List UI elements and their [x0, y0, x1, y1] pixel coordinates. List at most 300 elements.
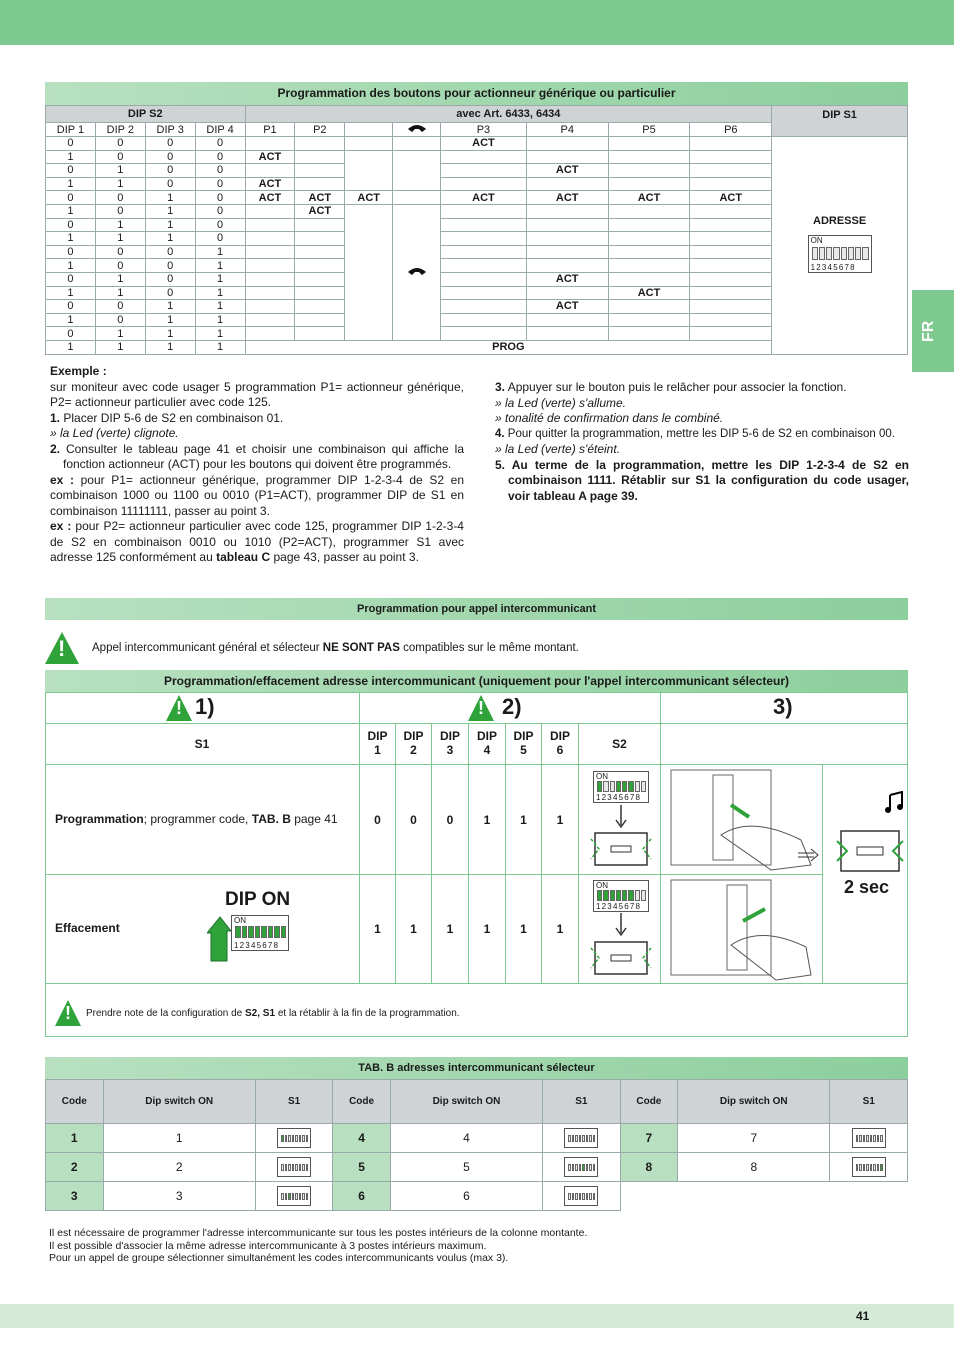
dip-header-number: 1 — [374, 743, 381, 757]
table-row — [46, 137, 908, 151]
adresse-label: ADRESSE — [813, 214, 867, 227]
tabb-dip: 8 — [678, 1153, 830, 1182]
table-cell — [690, 327, 772, 341]
eff-dip-value: 1 — [360, 875, 396, 984]
table-cell — [441, 313, 527, 327]
eff-dip-value: 1 — [469, 875, 506, 984]
table-cell: 1 — [145, 340, 195, 354]
effacement-label: Effacement — [55, 921, 120, 935]
dip-toggle — [597, 890, 602, 901]
note-text-b: et la rétablir à la fin de la programmation. — [277, 1008, 460, 1019]
table-cell: 1 — [95, 177, 145, 191]
dip-toggle — [285, 1135, 288, 1142]
dipswitch-nums: 12345678 — [596, 793, 642, 802]
tabb-header: S1 — [830, 1080, 908, 1124]
column-header: P3 — [441, 123, 527, 137]
table-cell: 0 — [145, 245, 195, 259]
dip-header — [396, 724, 432, 765]
table-cell: ACT — [608, 191, 690, 205]
table-cell: 0 — [95, 204, 145, 218]
dip-toggle — [285, 1164, 288, 1171]
note-warning-icon: ! — [55, 1000, 81, 1026]
dip-toggle — [856, 1135, 859, 1142]
table-cell — [441, 150, 527, 164]
step2-label: 2) — [502, 694, 522, 719]
prog-section-title: Programmation/effacement adresse intercommunicant (uniquement pour l'appel intercommunicant sélecteur) — [164, 674, 789, 688]
eff-dip-value: 1 — [396, 875, 432, 984]
dip-toggle — [242, 926, 248, 938]
dip-header-number: 4 — [483, 743, 491, 757]
table-cell — [690, 300, 772, 314]
dip-header-number: 5 — [520, 743, 527, 757]
dip-toggle — [863, 1135, 866, 1142]
dip-toggle — [589, 1135, 592, 1142]
tabb-s1 — [543, 1153, 620, 1182]
column-header: P1 — [245, 123, 295, 137]
warning-text-a: Appel intercommunicant général et sélecteur — [92, 642, 320, 654]
dip-header-label: DIP — [439, 729, 460, 743]
table-cell — [526, 286, 608, 300]
table-cell — [441, 259, 527, 273]
dip-toggle — [274, 926, 280, 938]
dip-toggle — [575, 1135, 578, 1142]
dip-toggle — [261, 926, 267, 938]
table-cell: 0 — [145, 259, 195, 273]
programmation-cell — [45, 765, 360, 875]
dip-toggle — [288, 1164, 291, 1171]
table-cell: 0 — [145, 137, 195, 151]
dip-toggle — [812, 247, 818, 260]
dip-toggle — [593, 1193, 596, 1200]
two-sec-label: 2 sec — [844, 877, 890, 897]
table-cell — [245, 272, 295, 286]
table-cell — [295, 150, 345, 164]
dip-toggle — [295, 1193, 298, 1200]
step5-text: Au terme de la programmation, mettre les DIP 1-2-3-4 de S2 en combinaison 1111. Rétablir sur S1 la configuration du code usager, voir tableau A page 39. — [508, 457, 909, 503]
table-cell — [393, 137, 441, 151]
dip-toggle — [268, 926, 274, 938]
dip-toggle — [582, 1135, 585, 1142]
footer-note: Il est nécessaire de programmer l'adresse intercommunicante sur tous les postes intérieurs de la colonne montante. — [49, 1227, 588, 1239]
dip-header-label: DIP — [403, 729, 424, 743]
dip-toggle — [306, 1164, 309, 1171]
dipswitch-nums: 12345678 — [596, 902, 642, 911]
dip-toggle — [302, 1135, 305, 1142]
table-cell: 1 — [95, 218, 145, 232]
avec-art-header: avec Art. 6433, 6434 — [245, 106, 772, 123]
table-cell: ACT — [245, 150, 295, 164]
programmation-tab: TAB. B — [251, 812, 291, 826]
table-cell — [295, 164, 345, 178]
s1-dipswitch — [808, 235, 872, 273]
table-cell: ACT — [245, 177, 295, 191]
table-cell — [441, 300, 527, 314]
table-cell — [245, 164, 295, 178]
dipswitch-nums: 12345678 — [810, 262, 856, 272]
table-cell — [690, 164, 772, 178]
arrow-right-icon — [798, 848, 820, 862]
tabb-header: Dip switch ON — [390, 1080, 542, 1124]
table-cell — [608, 327, 690, 341]
dip-toggle — [299, 1164, 302, 1171]
dip-toggle — [299, 1193, 302, 1200]
column-header — [393, 123, 441, 137]
led-blink-icon — [589, 829, 653, 869]
warning-text-bold: NE SONT PAS — [322, 642, 400, 654]
led-on-icon — [835, 827, 905, 877]
dip-toggle — [281, 926, 287, 938]
table-cell: ACT — [608, 286, 690, 300]
table-cell: 1 — [95, 286, 145, 300]
prog-dip-value: 0 — [432, 765, 469, 875]
step1-note: » la Led (verte) clignote. — [50, 426, 179, 440]
warning-icon: ! — [45, 632, 79, 664]
dip-toggle — [833, 247, 839, 260]
table-cell — [608, 164, 690, 178]
table-cell: 1 — [46, 232, 96, 246]
table-cell — [441, 177, 527, 191]
table-cell — [690, 232, 772, 246]
step5-number: 5. — [495, 457, 506, 472]
dip-toggle — [622, 781, 627, 792]
dip-toggle — [856, 1164, 859, 1171]
table-cell — [245, 218, 295, 232]
dip-toggle — [292, 1135, 295, 1142]
table-cell: ACT — [245, 191, 295, 205]
table-cell: 1 — [195, 300, 245, 314]
dip-toggle — [295, 1135, 298, 1142]
table-cell — [295, 232, 345, 246]
table-cell — [245, 204, 295, 218]
tabb-header: Dip switch ON — [103, 1080, 255, 1124]
table-cell: ACT — [690, 191, 772, 205]
table1-title-bar — [45, 82, 908, 105]
table-cell — [690, 218, 772, 232]
tabb-code: 1 — [46, 1124, 104, 1153]
dip-toggle — [616, 890, 621, 901]
dip-toggle — [292, 1193, 295, 1200]
s1-header — [45, 724, 360, 765]
effacement-cell — [45, 875, 360, 984]
table-cell: 0 — [145, 272, 195, 286]
tabb-s1 — [255, 1124, 332, 1153]
dip-toggle — [572, 1193, 575, 1200]
tabb-s1 — [543, 1182, 620, 1211]
example-heading: Exemple : — [50, 364, 107, 378]
table-cell — [441, 327, 527, 341]
table-cell: 1 — [145, 313, 195, 327]
table-cell: 0 — [195, 164, 245, 178]
table-cell — [441, 218, 527, 232]
prog-cell: PROG — [245, 340, 772, 354]
tabb-dip: 7 — [678, 1124, 830, 1153]
column-header: DIP 2 — [95, 123, 145, 137]
tabb-code: 2 — [46, 1153, 104, 1182]
table-cell: 1 — [46, 340, 96, 354]
table-cell: 1 — [195, 340, 245, 354]
programmation-label: Programmation — [55, 812, 144, 826]
dip-toggle — [880, 1164, 883, 1171]
table-cell — [690, 245, 772, 259]
dip-toggle — [597, 781, 602, 792]
table-cell: ACT — [526, 164, 608, 178]
s1-dipswitch — [277, 1128, 311, 1148]
tabb-dip: 4 — [390, 1124, 542, 1153]
led-blink-icon — [589, 938, 653, 978]
table-cell — [690, 137, 772, 151]
table-cell — [345, 150, 393, 191]
adresse-cell — [772, 137, 908, 355]
table-cell — [245, 286, 295, 300]
table-cell — [295, 272, 345, 286]
table-cell — [526, 218, 608, 232]
dip-toggle — [306, 1135, 309, 1142]
step4-text: Pour quitter la programmation, mettre les DIP 5-6 de S2 en combinaison 00. — [507, 427, 895, 440]
column-header — [345, 123, 393, 137]
dip-toggle — [281, 1164, 284, 1171]
step4-number: 4. — [495, 427, 505, 440]
dip-toggle — [292, 1164, 295, 1171]
dip-toggle — [610, 781, 615, 792]
step3-text: Appuyer sur le bouton puis le relâcher pour associer la fonction. — [507, 380, 847, 394]
table-cell — [526, 204, 608, 218]
table-cell: 0 — [46, 218, 96, 232]
table-cell — [245, 300, 295, 314]
dip-header — [469, 724, 506, 765]
dip-header-label: DIP — [367, 729, 388, 743]
table-cell: 1 — [95, 327, 145, 341]
table-cell: 1 — [195, 259, 245, 273]
warning-text-b: compatibles sur le même montant. — [403, 642, 579, 654]
tabb-title-bar — [45, 1057, 908, 1079]
table-cell — [441, 204, 527, 218]
dip-header — [360, 724, 396, 765]
dip-toggle — [255, 926, 261, 938]
dip-toggle — [859, 1164, 862, 1171]
tabb-code: 5 — [333, 1153, 391, 1182]
table-cell — [345, 204, 393, 340]
table-cell — [526, 313, 608, 327]
tabb-header: Dip switch ON — [678, 1080, 830, 1124]
column-header: DIP 4 — [195, 123, 245, 137]
step3-header — [661, 724, 908, 765]
table-cell — [526, 150, 608, 164]
step4-note: » la Led (verte) s'éteint. — [495, 442, 621, 456]
table-cell: 1 — [145, 327, 195, 341]
table-cell: ACT — [526, 300, 608, 314]
table-cell: 1 — [195, 272, 245, 286]
handset-icon — [407, 123, 427, 133]
table-cell — [295, 177, 345, 191]
dip-toggle — [635, 890, 640, 901]
table-cell: ACT — [441, 137, 527, 151]
ex1-label: ex : — [50, 472, 74, 487]
step3-note1: » la Led (verte) s'allume. — [495, 395, 627, 410]
table-cell: 0 — [46, 272, 96, 286]
table-cell — [608, 272, 690, 286]
table-cell — [441, 164, 527, 178]
ex2-text-a: pour P2= actionneur particulier avec code 125, programmer DIP 1-2-3-4 de S2 en combinaison 0010 ou 1010 (P2=ACT), programmer S1 avec adresse 125 conformément au — [50, 519, 464, 564]
table-cell: 0 — [145, 150, 195, 164]
language-tab — [912, 290, 954, 372]
table-cell — [295, 327, 345, 341]
table1-title: Programmation des boutons pour actionneur générique ou particulier — [277, 86, 676, 100]
tabb-header: S1 — [543, 1080, 620, 1124]
step2-warning-icon: ! — [468, 695, 494, 721]
dip-toggle — [582, 1193, 585, 1200]
intercom-warning — [92, 641, 579, 657]
dip-toggle — [235, 926, 241, 938]
dip-header — [506, 724, 542, 765]
table-cell — [608, 313, 690, 327]
language-tab-label: FR — [920, 320, 937, 342]
table-cell: 0 — [195, 137, 245, 151]
table-cell — [526, 232, 608, 246]
table-cell: 0 — [46, 137, 96, 151]
music-note-icon — [885, 791, 905, 813]
table-cell: 0 — [46, 164, 96, 178]
dipswitch-on-label: ON — [596, 772, 608, 781]
dip-toggle — [299, 1135, 302, 1142]
table-cell — [245, 137, 295, 151]
dip-toggle — [572, 1164, 575, 1171]
s1-dipswitch-effacement — [231, 915, 289, 951]
dip-toggle — [641, 890, 646, 901]
table-cell — [690, 150, 772, 164]
step1-cell — [45, 692, 360, 724]
dip-toggle — [855, 247, 861, 260]
dip-toggle — [826, 247, 832, 260]
ex1-text: pour P1= actionneur générique, programmer DIP 1-2-3-4 de S2 en combinaison 1000 ou 1100 ou 0010 (P1=ACT), programmer DIP de S1 en combinaison 11111111, passer au point 3. — [50, 472, 464, 518]
dip-toggle — [302, 1164, 305, 1171]
s1-label: S1 — [194, 737, 210, 751]
dipswitch-on-label: ON — [234, 916, 246, 925]
table-cell: 1 — [95, 272, 145, 286]
table-cell — [441, 245, 527, 259]
table-cell — [295, 218, 345, 232]
dip-toggle — [870, 1164, 873, 1171]
table-cell — [526, 259, 608, 273]
table-cell — [690, 272, 772, 286]
arrow-down-icon — [615, 805, 627, 829]
table-cell: 0 — [95, 259, 145, 273]
table-cell: 1 — [195, 245, 245, 259]
table-cell: 0 — [195, 150, 245, 164]
eff-s2-cell — [579, 875, 661, 984]
handset-icon — [407, 266, 427, 276]
dip-header-label: DIP — [476, 729, 497, 743]
s1-dipswitch — [564, 1157, 598, 1177]
dip-toggle — [288, 1135, 291, 1142]
dip-toggle — [586, 1193, 589, 1200]
dip-header-label: DIP — [549, 729, 570, 743]
table-cell — [690, 204, 772, 218]
eff-dip-value: 1 — [432, 875, 469, 984]
ex2-text-b: page 43, passer au point 3. — [273, 550, 419, 564]
table-cell — [690, 286, 772, 300]
table-cell: 0 — [195, 232, 245, 246]
table-cell — [245, 313, 295, 327]
table-cell — [295, 313, 345, 327]
dip-toggle — [819, 247, 825, 260]
table-cell: 0 — [195, 177, 245, 191]
dip-header-number: 3 — [446, 743, 454, 757]
prog-dip-value: 1 — [506, 765, 542, 875]
tabb-s1 — [255, 1182, 332, 1211]
dip-toggle — [622, 890, 627, 901]
step3-led-cell — [823, 765, 908, 984]
table-cell: 0 — [46, 191, 96, 205]
dip-header-number: 6 — [556, 743, 564, 757]
table-cell: 1 — [46, 204, 96, 218]
example-right-column — [495, 380, 909, 504]
button-programming-table — [45, 105, 908, 355]
s2-dipswitch-effacement — [593, 880, 649, 912]
column-header: P4 — [526, 123, 608, 137]
note-text-a: Prendre note de la configuration de — [86, 1008, 243, 1019]
step3-note2: » tonalité de confirmation dans le combiné. — [495, 411, 724, 425]
table-cell: 0 — [46, 245, 96, 259]
dip-toggle — [589, 1164, 592, 1171]
dip-toggle — [306, 1193, 309, 1200]
example-intro: sur moniteur avec code usager 5 programmation P1= actionneur générique, P2= actionneur particulier avec code 125. — [50, 379, 464, 409]
column-header: DIP 1 — [46, 123, 96, 137]
dip-toggle — [873, 1135, 876, 1142]
step2-text: Consulter le tableau page 41 et choisir une combinaison qui affiche la fonction actionneur (ACT) pour les boutons qui doivent être programmés. — [63, 441, 464, 471]
dip-toggle — [568, 1135, 571, 1142]
example-left-column — [50, 364, 464, 566]
table-cell — [393, 204, 441, 340]
table-cell: 0 — [95, 313, 145, 327]
table-cell: ACT — [345, 191, 393, 205]
dip-toggle — [575, 1164, 578, 1171]
dip-toggle — [628, 781, 633, 792]
s1-dipswitch — [564, 1186, 598, 1206]
table-cell — [245, 232, 295, 246]
table-cell: 0 — [195, 218, 245, 232]
table-cell: 0 — [95, 150, 145, 164]
table-cell: 0 — [95, 191, 145, 205]
table-cell: 1 — [145, 191, 195, 205]
table-cell: 1 — [195, 313, 245, 327]
dip-toggle — [841, 247, 847, 260]
tabb-code: 4 — [333, 1124, 391, 1153]
dip-toggle — [579, 1193, 582, 1200]
column-header: DIP 3 — [145, 123, 195, 137]
footer-note: Pour un appel de groupe sélectionner simultanément les codes intercommunicants voulus (max 3). — [49, 1252, 509, 1264]
note-text-bold: S2, S1 — [245, 1008, 276, 1019]
table-cell: ACT — [295, 204, 345, 218]
step3-label: 3) — [773, 694, 793, 719]
table-cell — [608, 259, 690, 273]
step3-number: 3. — [495, 380, 506, 394]
table-cell: 0 — [145, 164, 195, 178]
table-cell — [690, 313, 772, 327]
tabb-s1 — [830, 1124, 908, 1153]
dip-toggle — [285, 1193, 288, 1200]
dip-toggle — [281, 1193, 284, 1200]
table-cell — [441, 232, 527, 246]
step2-cell — [360, 692, 661, 724]
step1-warning-icon: ! — [166, 695, 192, 721]
table-cell — [608, 232, 690, 246]
table-cell — [245, 327, 295, 341]
tabb-table — [45, 1079, 908, 1211]
s2-dipswitch-prog — [593, 771, 649, 803]
dip-toggle — [593, 1164, 596, 1171]
ex2-label: ex : — [50, 519, 72, 533]
dip-toggle — [586, 1164, 589, 1171]
